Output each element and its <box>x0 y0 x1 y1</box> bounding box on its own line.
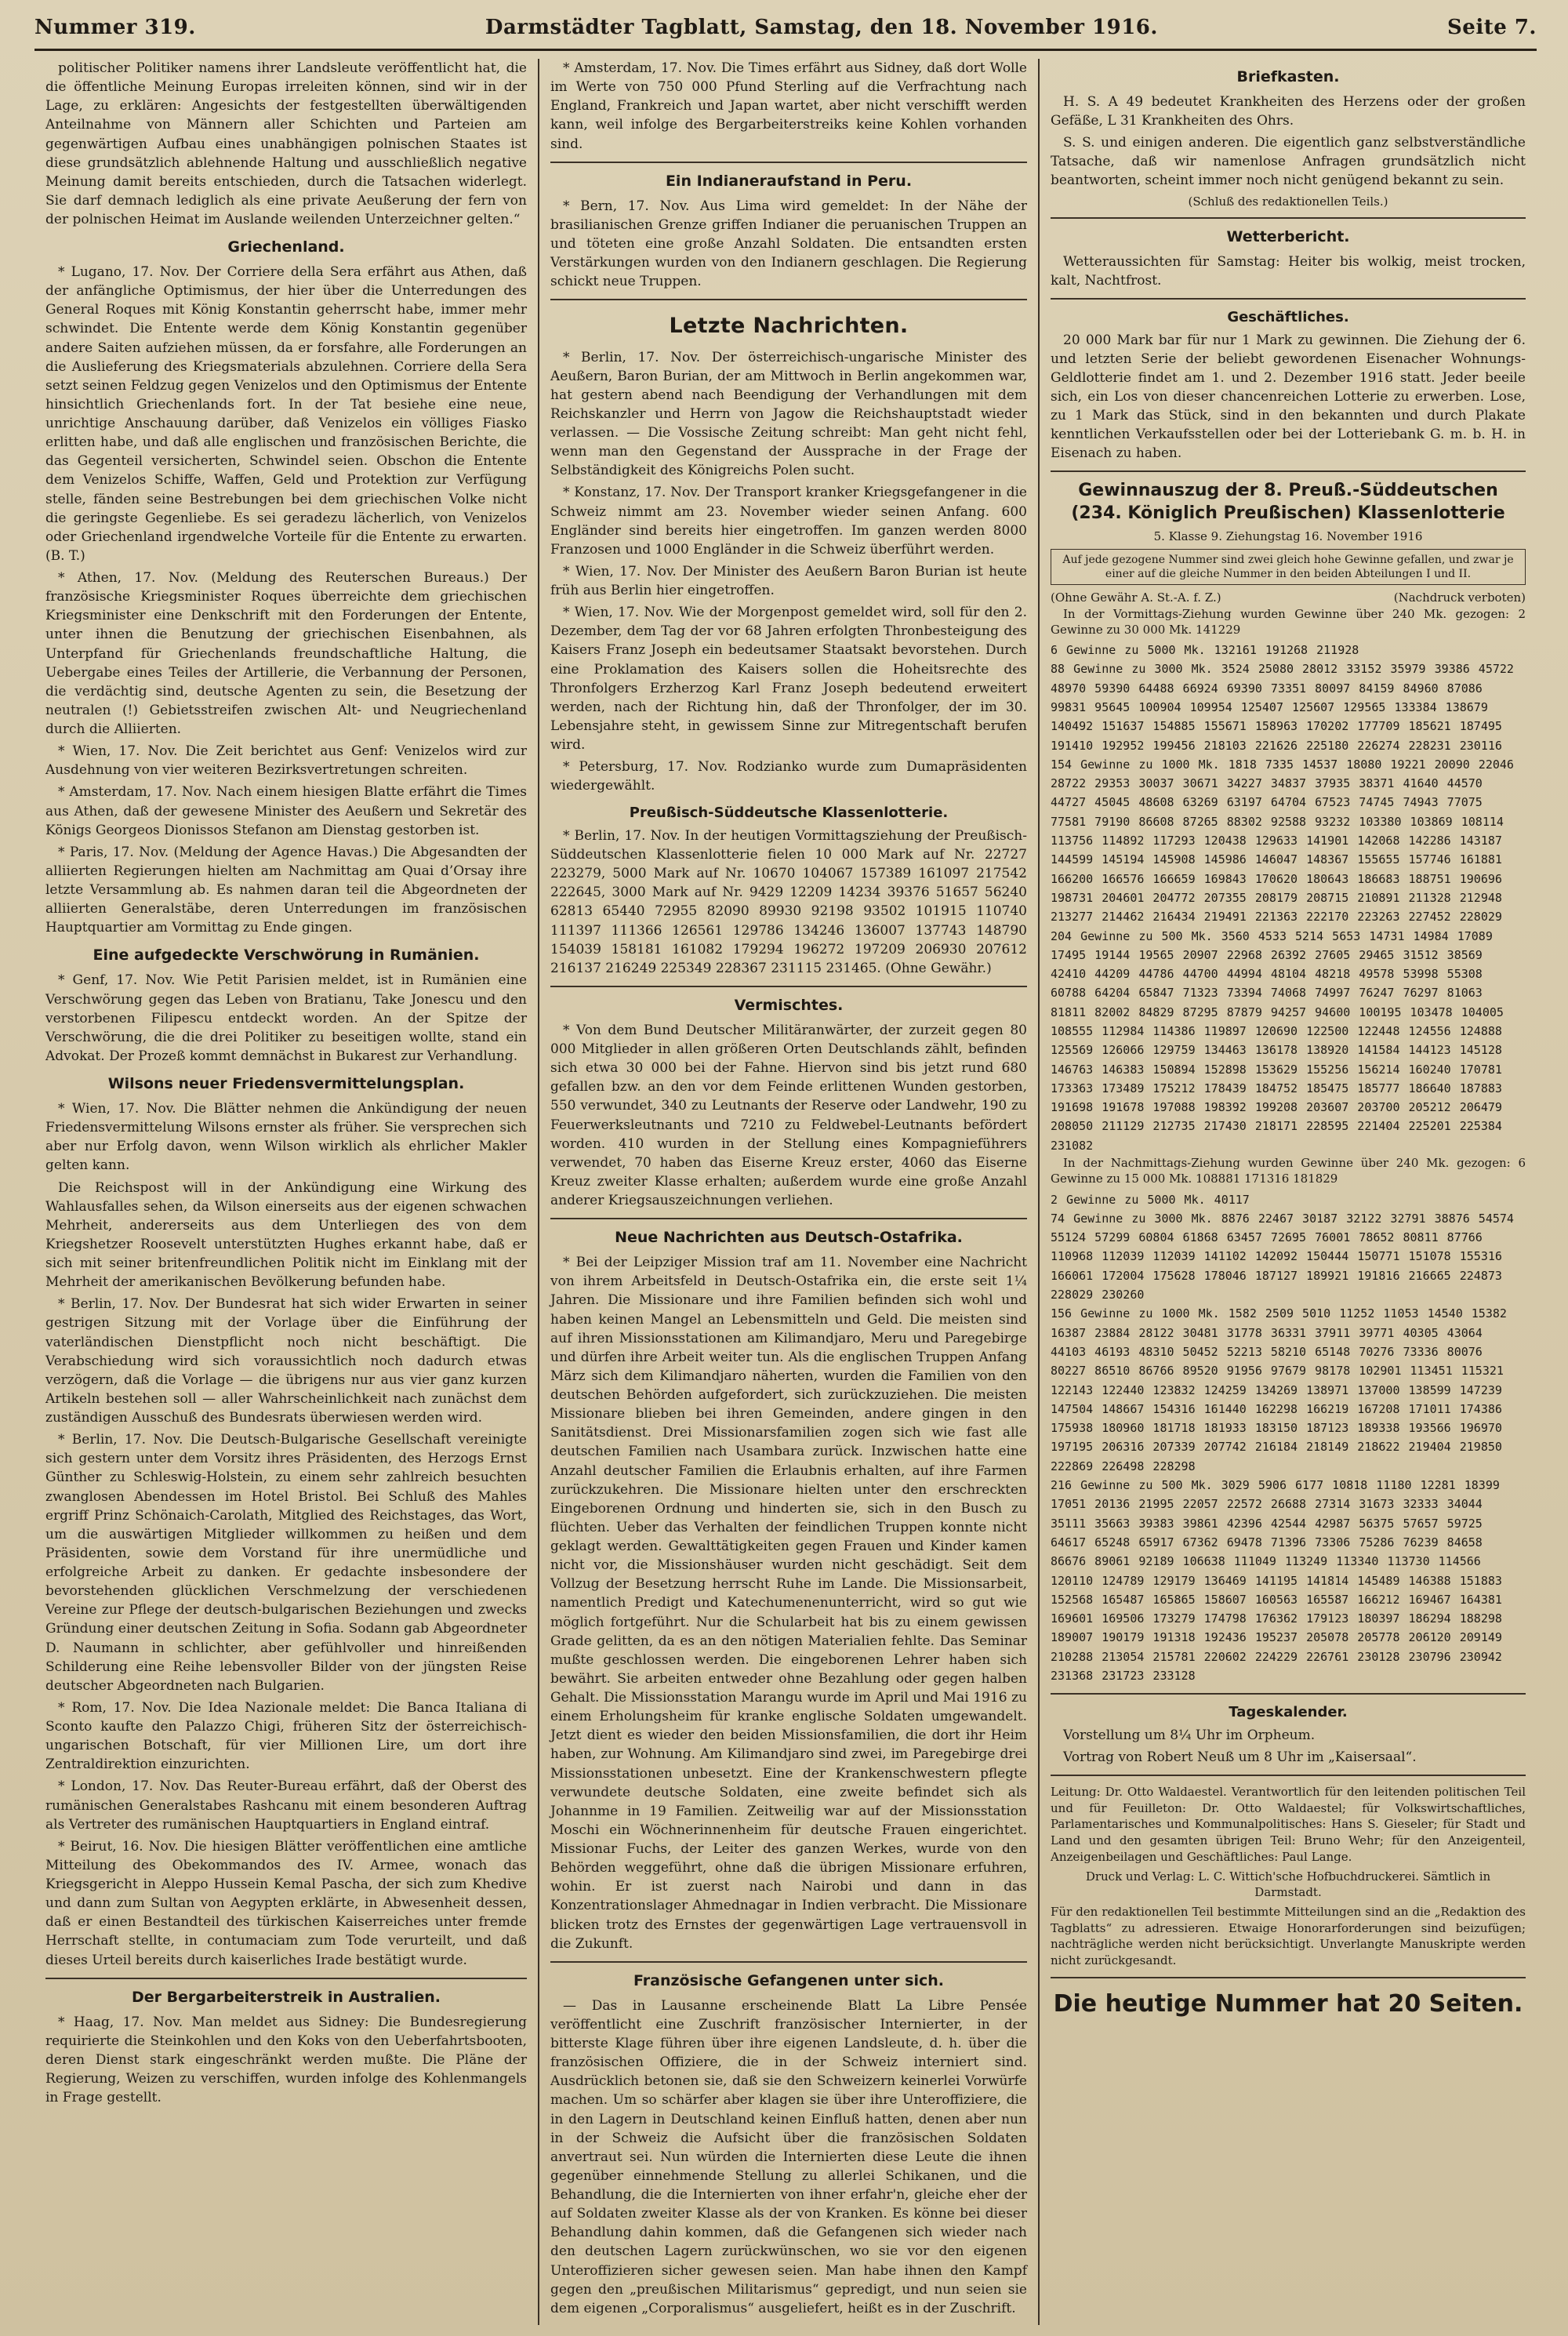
lottery-disclaimers <box>1051 590 1526 605</box>
lottery-numbers: 154 Gewinne zu 1000 Mk. 1818 7335 14537 18080 19221 20090 22046 28722 29353 30037 30671 34227 34837 37935 38371 41640 44570 44727 45045 48608 63269 63197 64704 67523 74745 74943 77075 77581 79190 86608 87265 88302 92588 93232 103380 103869 108114 113756 114892 117293 120438 129633 141901 142068 142286 143187 144599 145194 145908 145986 146047 148367 155655 157746 161881 166200 166576 166659 169843 170620 180643 186683 188751 190696 198731 204601 204772 207355 208179 208715 210891 211328 212948 213277 214462 216434 219491 221363 222170 223263 227452 228029 <box>1051 757 1523 925</box>
lottery-note: Auf jede gezogene Nummer sind zwei gleich hohe Gewinne gefallen, und zwar je einer auf die gleiche Nummer in den beiden Abteilungen I und II. <box>1051 549 1526 585</box>
section-heading-tageskalender: Tageskalender. <box>1229 1704 1348 1721</box>
imprint: Leitung: Dr. Otto Waldaestel. Verantwortlich für den leitenden politischen Teil und für Feuilleton: Dr. Otto Waldaestel; für Volkswirtschaftliches, Parlamentarisches und Kommunalpolitisches: Hans S. Gieseler; für Stadt und Land und den gesamten übrigen Teil: Bruno Wehr; für den Anzeigenteil, Anzeigenbeilagen und Geschäftliches: Paul Lange. <box>1051 1785 1526 1864</box>
column-1 <box>34 59 538 2325</box>
section-heading-klassenlotterie: Preußisch-Süddeutsche Klassenlotterie. <box>629 805 949 822</box>
section-heading-peru: Ein Indianeraufstand in Peru. <box>665 172 913 190</box>
divider <box>550 299 1027 300</box>
lottery-numbers: 2 Gewinne zu 5000 Mk. 40117 <box>1051 1192 1250 1207</box>
article-paragraph: * Berlin, 17. Nov. Die Deutsch-Bulgarische Gesellschaft vereinigte sich gestern unter dem Vorsitz ihres Präsidenten, des Herzogs Ernst Günther zu Schleswig-Holstein, zu einem sehr zahlreich besuchten zwanglosen Abendessen im Hotel Bristol. Bei Schluß des Mahles ergriff Prinz Schönaich-Carolath, Mitglied des Reichstages, das Wort, um die auswärtigen Mitglieder willkommen zu heißen und dem Präsidenten, sowie dem Vorstand für ihre unermüdliche und erfolgreiche Arbeit zu danken. Er gedachte insbesondere der bevorstehenden glücklichen Verschmelzung der verschiedenen Vereine zur Pflege der deutsch-bulgarischen Beziehungen und zwecks Gründung einer deutschen Zeitung in Sofia. Sodann gab Abgeordneter D. Naumann in schlichter, aber gefühlvoller und hinreißenden Schilderung eine Reihe lebensvoller Bilder von der jüngsten Reise deutscher Abgeordneten nach Bulgarien. <box>45 1432 527 1694</box>
section-heading-verschwoerung: Eine aufgedeckte Verschwörung in Rumänien. <box>93 946 480 965</box>
article-paragraph: * Paris, 17. Nov. (Meldung der Agence Havas.) Die Abgesandten der alliierten Regierungen hielten am Nachmittag am Quai d’Orsay ihre letzte Versammlung ab. Es nahmen daran teil die Abgeordneten der alliierten Generalstäbe, deren Unterredungen im französischen Hauptquartier am Vormittag zu Ende gingen. <box>45 844 527 936</box>
page-number: Seite 7. <box>1447 16 1537 39</box>
article-paragraph: * Berlin, 17. Nov. Der österreichisch-ungarische Minister des Aeußern, Baron Burian, der am Mittwoch in Berlin angekommen war, hat gestern abend nach Beendigung der Verhandlungen mit dem Reichskanzler und Herrn von Jagow die Reichshauptstadt wieder verlassen. — Die Vossische Zeitung schreibt: Man geht nicht fehl, wenn man den Gegenstand der Aussprache in der Frage der Selbständigkeit des Königreichs Polen sucht. <box>550 349 1027 479</box>
lottery-afternoon-header: In der Nachmittags-Ziehung wurden Gewinne über 240 Mk. gezogen: 6 Gewinne zu 15 000 Mk. 108881 171316 181829 <box>1051 1156 1526 1186</box>
article-paragraph: * Amsterdam, 17. Nov. Die Times erfährt aus Sidney, daß dort Wolle im Werte von 750 000 Pfund Sterling auf die Verfrachtung nach England, Frankreich und Japan wartet, aber nicht verschifft werden kann, weil infolge des Bergarbeiterstreiks keine Kohlen vorhanden sind. <box>550 60 1027 152</box>
lottery-disclaimer-left: (Ohne Gewähr A. St.-A. f. Z.) <box>1051 590 1221 605</box>
section-heading-griechenland: Griechenland. <box>227 238 345 256</box>
lottery-numbers: 216 Gewinne zu 500 Mk. 3029 5906 6177 10818 11180 12281 18399 17051 20136 21995 22057 22572 26688 27314 31673 32333 34044 35111 35663 39383 39861 42396 42544 42987 56375 57657 59725 64617 65248 65917 67362 69478 71396 73306 75286 76239 84658 86676 89061 92189 106638 111049 113249 113340 113730 114566 120110 124789 129179 136469 141195 141814 145489 146388 151883 152568 165487 165865 158607 160563 165587 166212 169467 164381 169601 169506 173279 174798 176362 179123 180397 186294 188298 189007 190179 191318 192436 195237 205078 205778 206120 209149 210288 213054 215781 220602 224229 226761 230128 230796 230942 231368 231723 233128 <box>1051 1478 1511 1683</box>
imprint: Druck und Verlag: L. C. Wittich'sche Hofbuchdruckerei. Sämtlich in Darmstadt. <box>1085 1869 1491 1900</box>
lottery-subtitle: 5. Klasse 9. Ziehungstag 16. November 1916 <box>1153 529 1423 543</box>
article-paragraph: * Wien, 17. Nov. Die Blätter nehmen die Ankündigung der neuen Friedensvermittelung Wilsons ernster als früher. Sie versprechen sich aber nur Erfolg davon, wenn Wilson wirklich als ehrlicher Makler gelten kann. <box>45 1101 527 1174</box>
article-paragraph: * Wien, 17. Nov. Der Minister des Aeußern Baron Burian ist heute früh aus Berlin hier eingetroffen. <box>550 563 1027 599</box>
article-paragraph: — Das in Lausanne erscheinende Blatt La Libre Pensée veröffentlicht eine Zuschrift französischer Internierter, in der bitterste Klage führen über ihre eigenen Landsleute, d. h. über die französischen Offiziere, die in der Schweiz interniert sind. Ausdrücklich betonen sie, daß sie den Schweizern keinerlei Vorwürfe machen. Um so schärfer aber klagen sie über ihre Unteroffiziere, die in den Lagern in Deutschland keinen Einfluß hatten, denen aber nun in der Schweiz die Aufsicht über die französischen Soldaten anvertraut sei. Nun würden die Internierten diese Leute die ihnen gegenüber einnehmende Stellung zu allerlei Schikanen, und die Behandlung, die die Internierten von ihner erfahr'n, gleiche eher der auf Soldaten zweiter Klasse als der von Kranken. Es könne bei dieser Behandlung dahin kommen, daß die Gefangenen sich wieder nach den deutschen Lagern zurückwünschen, wo sie vor den eigenen Unteroffizieren sicher gewesen seien. Man habe ihnen den Kampf gegen den „preußischen Militarismus“ gepredigt, und nun seien sie dem eigenen „Corporalismus“ ausgeliefert, heißt es in der Zuschrift. <box>550 1997 1027 2316</box>
article-paragraph: * Wien, 17. Nov. Die Zeit berichtet aus Genf: Venizelos wird zur Ausdehnung von vier weiteren Bezirksvertretungen schreiten. <box>45 743 527 779</box>
article-paragraph: * Amsterdam, 17. Nov. Nach einem hiesigen Blatte erfährt die Times aus Athen, daß der gewesene Minister des Aeußern und Sekretär des Königs Georgeos Dionissos Stefanon am Dienstag gestorben ist. <box>45 784 527 838</box>
article-paragraph: Wetteraussichten für Samstag: Heiter bis wolkig, meist trocken, kalt, Nachtfrost. <box>1051 253 1526 289</box>
article-paragraph: * London, 17. Nov. Das Reuter-Bureau erfährt, daß der Oberst des rumänischen Generalstabes Rashcanu mit einem besonderen Auftrag als Vertreter des rumänischen Hauptquartiers in England eintraf. <box>45 1778 527 1833</box>
article-paragraph: politischer Politiker namens ihrer Landsleute veröffentlicht hat, die die öffentliche Meinung Europas irreleiten können, sind wir in der Lage, zu erklären: Angesichts der festgestellten überwältigenden Anteilnahme von Männern aller Schichten und Parteien am gegenwärtigen Aufbau eines unabhängigen polnischen Staates ist diese grundsätzlich ablehnende Haltung und ausschließlich negative Meinung damit bereits entschieden, durch die Tatsachen widerlegt. Sie darf demnach lediglich als eine private Aeußerung der fern von der polnischen Heimat im Auslande weilenden Unterzeichner gelten.“ <box>45 60 527 227</box>
section-heading-vermischtes: Vermischtes. <box>734 996 844 1014</box>
section-heading-geschaeftliches: Geschäftliches. <box>1227 309 1349 326</box>
article-paragraph: * Lugano, 17. Nov. Der Corriere della Sera erfährt aus Athen, daß der anfängliche Optimismus, der hier über die Unterredungen des General Roques mit König Konstantin geherrscht habe, immer mehr schwindet. Die Entente werde dem König Konstantin gegenüber andere Saiten aufziehen müssen, da er forsfahre, alle Forderungen an die Auslieferung des Kriegsmaterials abzulehnen. Corriere della Sera setzt seinen Feldzug gegen Venizelos und den Optimismus der Entente hinsichtlich Griechenlands fort. In der Tat besiehe eine neue, unrichtige Anschauung darüber, daß Venizelos ein völliges Fiasko erlitten habe, und daß alle englischen und französischen Berichte, die das Gegenteil versicherten, Schwindel seien. Obschon die Entente dem Venizelos Schiffe, Waffen, Geld und Protektion zur Verfügung stelle, fänden seine Bestrebungen bei dem griechischen Volke nicht die geringste Gegenliebe. Es sei geradezu lächerlich, von Venizelos oder Griechenland irgendwelche Vorteile für die Entente zu erwarten. (B. T.) <box>45 264 527 564</box>
article-paragraph: * Konstanz, 17. Nov. Der Transport kranker Kriegsgefangener in die Schweiz nimmt am 23. November wieder seinen Anfang. 600 Engländer sind bereits hier eingetroffen. Im ganzen werden 8000 Franzosen und 1000 Engländer in die Schweiz überführt werden. <box>550 485 1027 558</box>
section-heading-bergarbeiter: Der Bergarbeiterstreik in Australien. <box>131 1988 441 2006</box>
article-paragraph: 20 000 Mark bar für nur 1 Mark zu gewinnen. Die Ziehung der 6. und letzten Serie der beliebt gewordenen Eisenacher Wohnungs-Geldlotterie findet am 1. und 2. Dezember 1916 statt. Jeder beeile sich, ein Los von dieser chancenreichen Lotterie zu erwerben. Lose, zu 1 Mark das Stück, sind in den bekannten und durch Plakate kenntlichen Verkaufsstellen oder bei der Lotteriebank G. m. b. H. in Eisenach zu haben. <box>1051 332 1526 462</box>
article-paragraph: * Wien, 17. Nov. Wie der Morgenpost gemeldet wird, soll für den 2. Dezember, dem Tag der vor 68 Jahren erfolgten Thronbesteigung des Kaisers Franz Joseph ein bedeutsamer Staatsakt bevorstehen. Durch eine Proklamation des Kaisers sollen die Hoheitsrechte des Thronfolgers Erzherzog Karl Franz Joseph bedeutend erweitert werden, nach der Richtung hin, daß der Thronfolger, der im 30. Lebensjahre steht, in gewissem Sinne zur Mitregentschaft berufen wird. <box>550 605 1027 754</box>
divider <box>550 1218 1027 1219</box>
lottery-title: Gewinnauszug der 8. Preuß.-Süddeutschen (234. Königlich Preußischen) Klassenlotterie <box>1071 481 1505 524</box>
column-2 <box>538 59 1038 2325</box>
editorial-end-note: (Schluß des redaktionellen Teils.) <box>1188 194 1388 209</box>
divider <box>1051 1775 1526 1776</box>
article-paragraph: * Berlin, 17. Nov. In der heutigen Vormittagsziehung der Preußisch-Süddeutschen Klassenlotterie fielen 10 000 Mark auf Nr. 22727 223279, 5000 Mark auf Nr. 10670 104067 157389 161097 217542 222645, 3000 Mark auf Nr. 9429 12209 14234 39376 51657 56240 62813 65440 72955 82090 89930 92198 93502 101915 110740 111397 111366 126561 129786 134246 136007 137743 148790 154039 158181 161082 179294 196272 197209 206930 207612 216137 216249 225349 228367 231115 231465. (Ohne Gewähr.) <box>550 827 1027 976</box>
article-paragraph: * Bei der Leipziger Mission traf am 11. November eine Nachricht von ihrem Arbeitsfeld in Deutsch-Ostafrika ein, die erste seit 1¼ Jahren. Die Missionare und ihre Familien befinden sich wohl und haben keinen Mangel an Lebensmitteln und Geld. Die meisten sind auf ihren Missionsstationen am Kilimandjaro, Meru und Paregebirge und dürfen ihre Arbeit weiter tun. Als die englischen Truppen Anfang März sich dem Kilimandjaro näherten, wurden die Familien von den deutschen Behörden aufgefordert, sich zurückzuziehen. Die meisten Missionare blieben bei ihren Gemeinden, andere gingen in den Sanitätsdienst. Drei Missionarsfamilien zogen sich wie fast alle deutschen Familien nach Usambara zurück. Inzwischen hatte eine Anzahl deutscher Familien die Erlaubnis erhalten, auf ihre Farmen zurückzukehren. Die Missionare hielten unter den erschreckten Eingeborenen Ordnung und hinderten sie, sich in den Busch zu flüchten. Ueber das Verhalten der feindlichen Truppen konnte nicht geklagt werden. Gewalttätigkeiten gegen Frauen und Kinder kamen nicht vor, die Missionshäuser wurden nicht geschädigt. Seit dem Vollzug der Besetzung herrscht Ruhe im Lande. Die Missionsarbeit, namentlich Predigt und Katechumenenunterricht, wird so gut wie möglich fortgeführt. Nur die Schularbeit hat bis zu einem gewissen Grade gelitten, da es an den nötigen Materialien fehlte. Das Seminar mußte geschlossen werden. Die eingeborenen Lehrer haben sich bewährt. Sie arbeiten entweder ohne Bezahlung oder gegen halben Gehalt. Die Missionsstation Marangu wurde im April und Mai 1916 zu einem Erholungsheim für kranke englische Soldaten umgewandelt. Jetzt dient es wieder den beiden Missionsfamilien, die dort ihr Heim haben, zur Wohnung. Am Kilimandjaro sind zwei, im Paregebirge drei Missionsstationen unbesetzt. Eine der Krankenschwestern pflegte verwundete deutsche Soldaten, eine zweite befindet sich als Johannme in 19 Familien. Zeitweilig war auf der Missionsstation Moschi ein Wöchnerinnenheim für deutsche Frauen eingerichtet. Missionar Fuchs, der Leiter des ganzen Werkes, wurde von den Behörden weggeführt, ohne daß die übrigen Missionare erfuhren, wohin. Er ist zuerst nach Nairobi und dann in das Konzentrationslager Ahmednagar in Indien verbracht. Die Missionare blicken trotz des Ernstes der gegenwärtigen Lage vertrauensvoll in die Zukunft. <box>550 1255 1027 1952</box>
page-count-notice: Die heutige Nummer hat 20 Seiten. <box>1053 1989 1523 2018</box>
section-heading-letzte-nachrichten: Letzte Nachrichten. <box>669 314 909 339</box>
calendar-entry: Vortrag von Robert Neuß um 8 Uhr im „Kaisersaal“. <box>1063 1749 1417 1765</box>
article-paragraph: * Beirut, 16. Nov. Die hiesigen Blätter veröffentlichen eine amtliche Mitteilung des Obekommandos des IV. Armee, wonach das Kriegsgericht in Aleppo Hussein Kemal Pascha, der sich zum Khedive und dann zum Sultan von Aegypten erklärte, in Abwesenheit dessen, daß er einen Bestandteil des türkischen Kaiserreiches unter fremde Herrschaft stellte, in contumaciam zum Tode verurteilt, und daß dieses Urteil bereits durch kaiserliches Irade bestätigt wurde. <box>45 1838 527 1968</box>
lottery-morning-header: In der Vormittags-Ziehung wurden Gewinne über 240 Mk. gezogen: 2 Gewinne zu 30 000 Mk. 141229 <box>1051 606 1526 637</box>
lottery-disclaimer-right: (Nachdruck verboten) <box>1393 590 1526 605</box>
article-paragraph: * Rom, 17. Nov. Die Idea Nazionale meldet: Die Banca Italiana di Sconto kaufte den Palazzo Chigi, früheren Sitz der österreichisch-ungarischen Botschaft, für vier Millionen Lire, um dort ihre Zentraldirektion einzurichten. <box>45 1699 527 1773</box>
divider <box>550 162 1027 163</box>
issue-number: Nummer 319. <box>34 16 196 39</box>
section-heading-wilson: Wilsons neuer Friedensvermittelungsplan. <box>107 1075 465 1093</box>
divider <box>45 1978 527 1979</box>
article-paragraph: Die Reichspost will in der Ankündigung eine Wirkung des Wahlausfalles sehen, da Wilson einerseits aus der eigenen schwachen Mehrheit, andererseits aus dem Unterliegen des von dem Kriegshetzer Roosevelt unterstützten Hughes erkannt habe, daß er sich mit seiner britenfreundlichen Politik nicht im Einklang mit der Mehrheit der amerikanischen Bevölkerung befunden habe. <box>45 1179 527 1291</box>
masthead <box>34 16 1537 51</box>
article-paragraph: * Bern, 17. Nov. Aus Lima wird gemeldet: In der Nähe der brasilianischen Grenze griffen Indianer die peruanischen Truppen an und töteten eine große Anzahl Soldaten. Die entsandten ersten Verstärkungen wurden von den Indianern geschlagen. Die Regierung schickt neue Truppen. <box>550 198 1027 290</box>
imprint: Für den redaktionellen Teil bestimmte Mitteilungen sind an die „Redaktion des Tagblatts“ zu adressieren. Etwaige Honorarforderungen sind beizufügen; nachträgliche werden nicht berücksichtigt. Unverlangte Manuskripte werden nicht zurückgesandt. <box>1051 1904 1526 1967</box>
lottery-numbers: 6 Gewinne zu 5000 Mk. 132161 191268 211928 <box>1051 643 1359 658</box>
article-paragraph: * Haag, 17. Nov. Man meldet aus Sidney: Die Bundesregierung requirierte die Steinkohlen und den Koks von den Ueberfahrtsbooten, deren Dienst stark eingeschränkt werden mußte. Die Pläne der Regierung, Weizen zu verschiffen, wurden infolge des Kohlenmangels in Frage gestellt. <box>45 2014 527 2106</box>
lottery-numbers: 156 Gewinne zu 1000 Mk. 1582 2509 5010 11252 11053 14540 15382 16387 23884 28122 30481 31778 36331 37911 39771 40305 43064 44103 46193 48310 50452 52213 58210 65148 70276 73336 80076 80227 86510 86766 89520 91956 97679 98178 102901 113451 115321 122143 122440 123832 124259 134269 138971 137000 138599 147239 147504 148667 154316 161440 162298 166219 167208 171011 174386 175938 180960 181718 181933 183150 187123 189338 193566 196970 197195 206316 207339 207742 216184 218149 218622 219404 219850 222869 226498 228298 <box>1051 1306 1515 1473</box>
lottery-numbers: 74 Gewinne zu 3000 Mk. 8876 22467 30187 32122 32791 38876 54574 55124 57299 60804 61868 63457 72695 76001 78652 80811 87766 110968 112039 112039 141102 142092 150444 150771 151078 155316 166061 172004 175628 178046 187127 189921 191816 216665 224873 228029 230260 <box>1051 1211 1523 1302</box>
columns <box>34 59 1537 2325</box>
section-heading-gefangene: Französische Gefangenen unter sich. <box>633 1971 944 1989</box>
section-heading-ostafrika: Neue Nachrichten aus Deutsch-Ostafrika. <box>615 1229 963 1247</box>
section-heading-wetterbericht: Wetterbericht. <box>1226 227 1350 245</box>
divider <box>550 986 1027 987</box>
newspaper-title: Darmstädter Tagblatt, Samstag, den 18. November 1916. <box>485 16 1158 39</box>
column-3 <box>1038 59 1537 2325</box>
lottery-numbers: 204 Gewinne zu 500 Mk. 3560 4533 5214 5653 14731 14984 17089 17495 19144 19565 20907 22968 26392 27605 29465 31512 38569 42410 44209 44786 44700 44994 48104 48218 49578 53998 55308 60788 64204 65847 71323 73394 74068 74997 76247 76297 81063 81811 82002 84829 87295 87879 94257 94600 100195 103478 104005 108555 112984 114386 119897 120690 122500 122448 124556 124888 125569 126066 129759 134463 136178 138920 141584 144123 145128 146763 146383 150894 152898 153629 155256 156214 160240 170781 173363 173489 175212 178439 184752 185475 185777 186640 187883 191698 191678 197088 198392 199208 203607 203700 205212 206479 208050 211129 212735 217430 218171 228595 221404 225201 225384 231082 <box>1051 928 1512 1153</box>
divider <box>1051 298 1526 300</box>
calendar-entry: Vorstellung um 8¼ Uhr im Orpheum. <box>1063 1727 1316 1743</box>
divider <box>550 1961 1027 1963</box>
article-paragraph: S. S. und einigen anderen. Die eigentlich ganz selbstverständliche Tatsache, daß wir namenlose Anfragen grundsätzlich nicht beantworten, scheint immer noch nicht genügend bekannt zu sein. <box>1051 135 1526 189</box>
divider <box>1051 470 1526 472</box>
section-heading-briefkasten: Briefkasten. <box>1236 68 1340 85</box>
article-paragraph: * Athen, 17. Nov. (Meldung des Reuterschen Bureaus.) Der französische Kriegsminister Roques überreichte dem griechischen Kriegsminister eine Denkschrift mit den Forderungen der Entente, unter ihnen die Benutzung der griechischen Eisenbahnen, als Unterpfand für Griechenlands freundschaftliche Haltung, die Uebergabe eines Teiles der Artillerie, die Verbannung der Personen, die verdächtig sind, deutsche Agenten zu sein, die Besetzung der neutralen (!) Gebietsstreifen zwischen Alt- und Neugriechenland durch die Alliierten. <box>45 570 527 738</box>
article-paragraph: * Von dem Bund Deutscher Militäranwärter, der zurzeit gegen 80 000 Mitglieder in allen größeren Orten Deutschlands zählt, befinden sich etwa 30 000 bei der Fahne. Hiervon sind bis jetzt rund 680 gefallen bzw. an den vor dem Feinde erlittenen Wunden gestorben, 550 verwundet, 340 zu Leutnants der Reserve oder Landwehr, 190 zu Feuerwerksleutnants und 7210 zu Feldwebel-Leutnants befördert worden. 410 wurden in der Stellung eines Kompagnieführers verwendet, 70 haben das Eiserne Kreuz erster, 4060 das Eiserne Kreuz zweiter Klasse erhalten; außerdem wurde eine große Anzahl anderer Kriegsauszeichnungen verliehen. <box>550 1022 1027 1209</box>
lottery-numbers: 88 Gewinne zu 3000 Mk. 3524 25080 28012 33152 35979 39386 45722 48970 59390 64488 66924 69390 73351 80097 84159 84960 87086 99831 95645 100904 109954 125407 125607 129565 133384 138679 140492 151637 154885 155671 158963 170202 177709 185621 187495 191410 192952 199456 218103 221626 225180 226274 228231 230116 <box>1051 662 1523 753</box>
article-paragraph: * Berlin, 17. Nov. Der Bundesrat hat sich wider Erwarten in seiner gestrigen Sitzung mit der Vorlage über die Einführung der vaterländischen Dienstpflicht noch nicht beschäftigt. Die Verabschiedung wird sich voraussichtlich noch dadurch etwas verzögern, daß die Vorlage — die übrigens nur aus vier ganz kurzen Artikeln bestehen soll — aller Wahrscheinlichkeit nach zunächst dem zuständigen Ausschuß des Bundesrats überwiesen werden wird. <box>45 1296 527 1426</box>
article-paragraph: H. S. A 49 bedeutet Krankheiten des Herzens oder der großen Gefäße, L 31 Krankheiten des Ohrs. <box>1051 93 1526 129</box>
divider <box>1051 217 1526 219</box>
divider <box>1051 1693 1526 1695</box>
article-paragraph: * Genf, 17. Nov. Wie Petit Parisien meldet, ist in Rumänien eine Verschwörung gegen das Leben von Bratianu, Take Jonescu und den verstorbenen Filipescu entdeckt worden. An der Spitze der Verschwörung, die die drei Politiker zu beseitigen wollte, stand ein Advokat. Der Prozeß kommt demnächst in Bukarest zur Verhandlung. <box>45 972 527 1064</box>
article-paragraph: * Petersburg, 17. Nov. Rodzianko wurde zum Dumapräsidenten wiedergewählt. <box>550 759 1027 794</box>
divider <box>1051 1977 1526 1978</box>
